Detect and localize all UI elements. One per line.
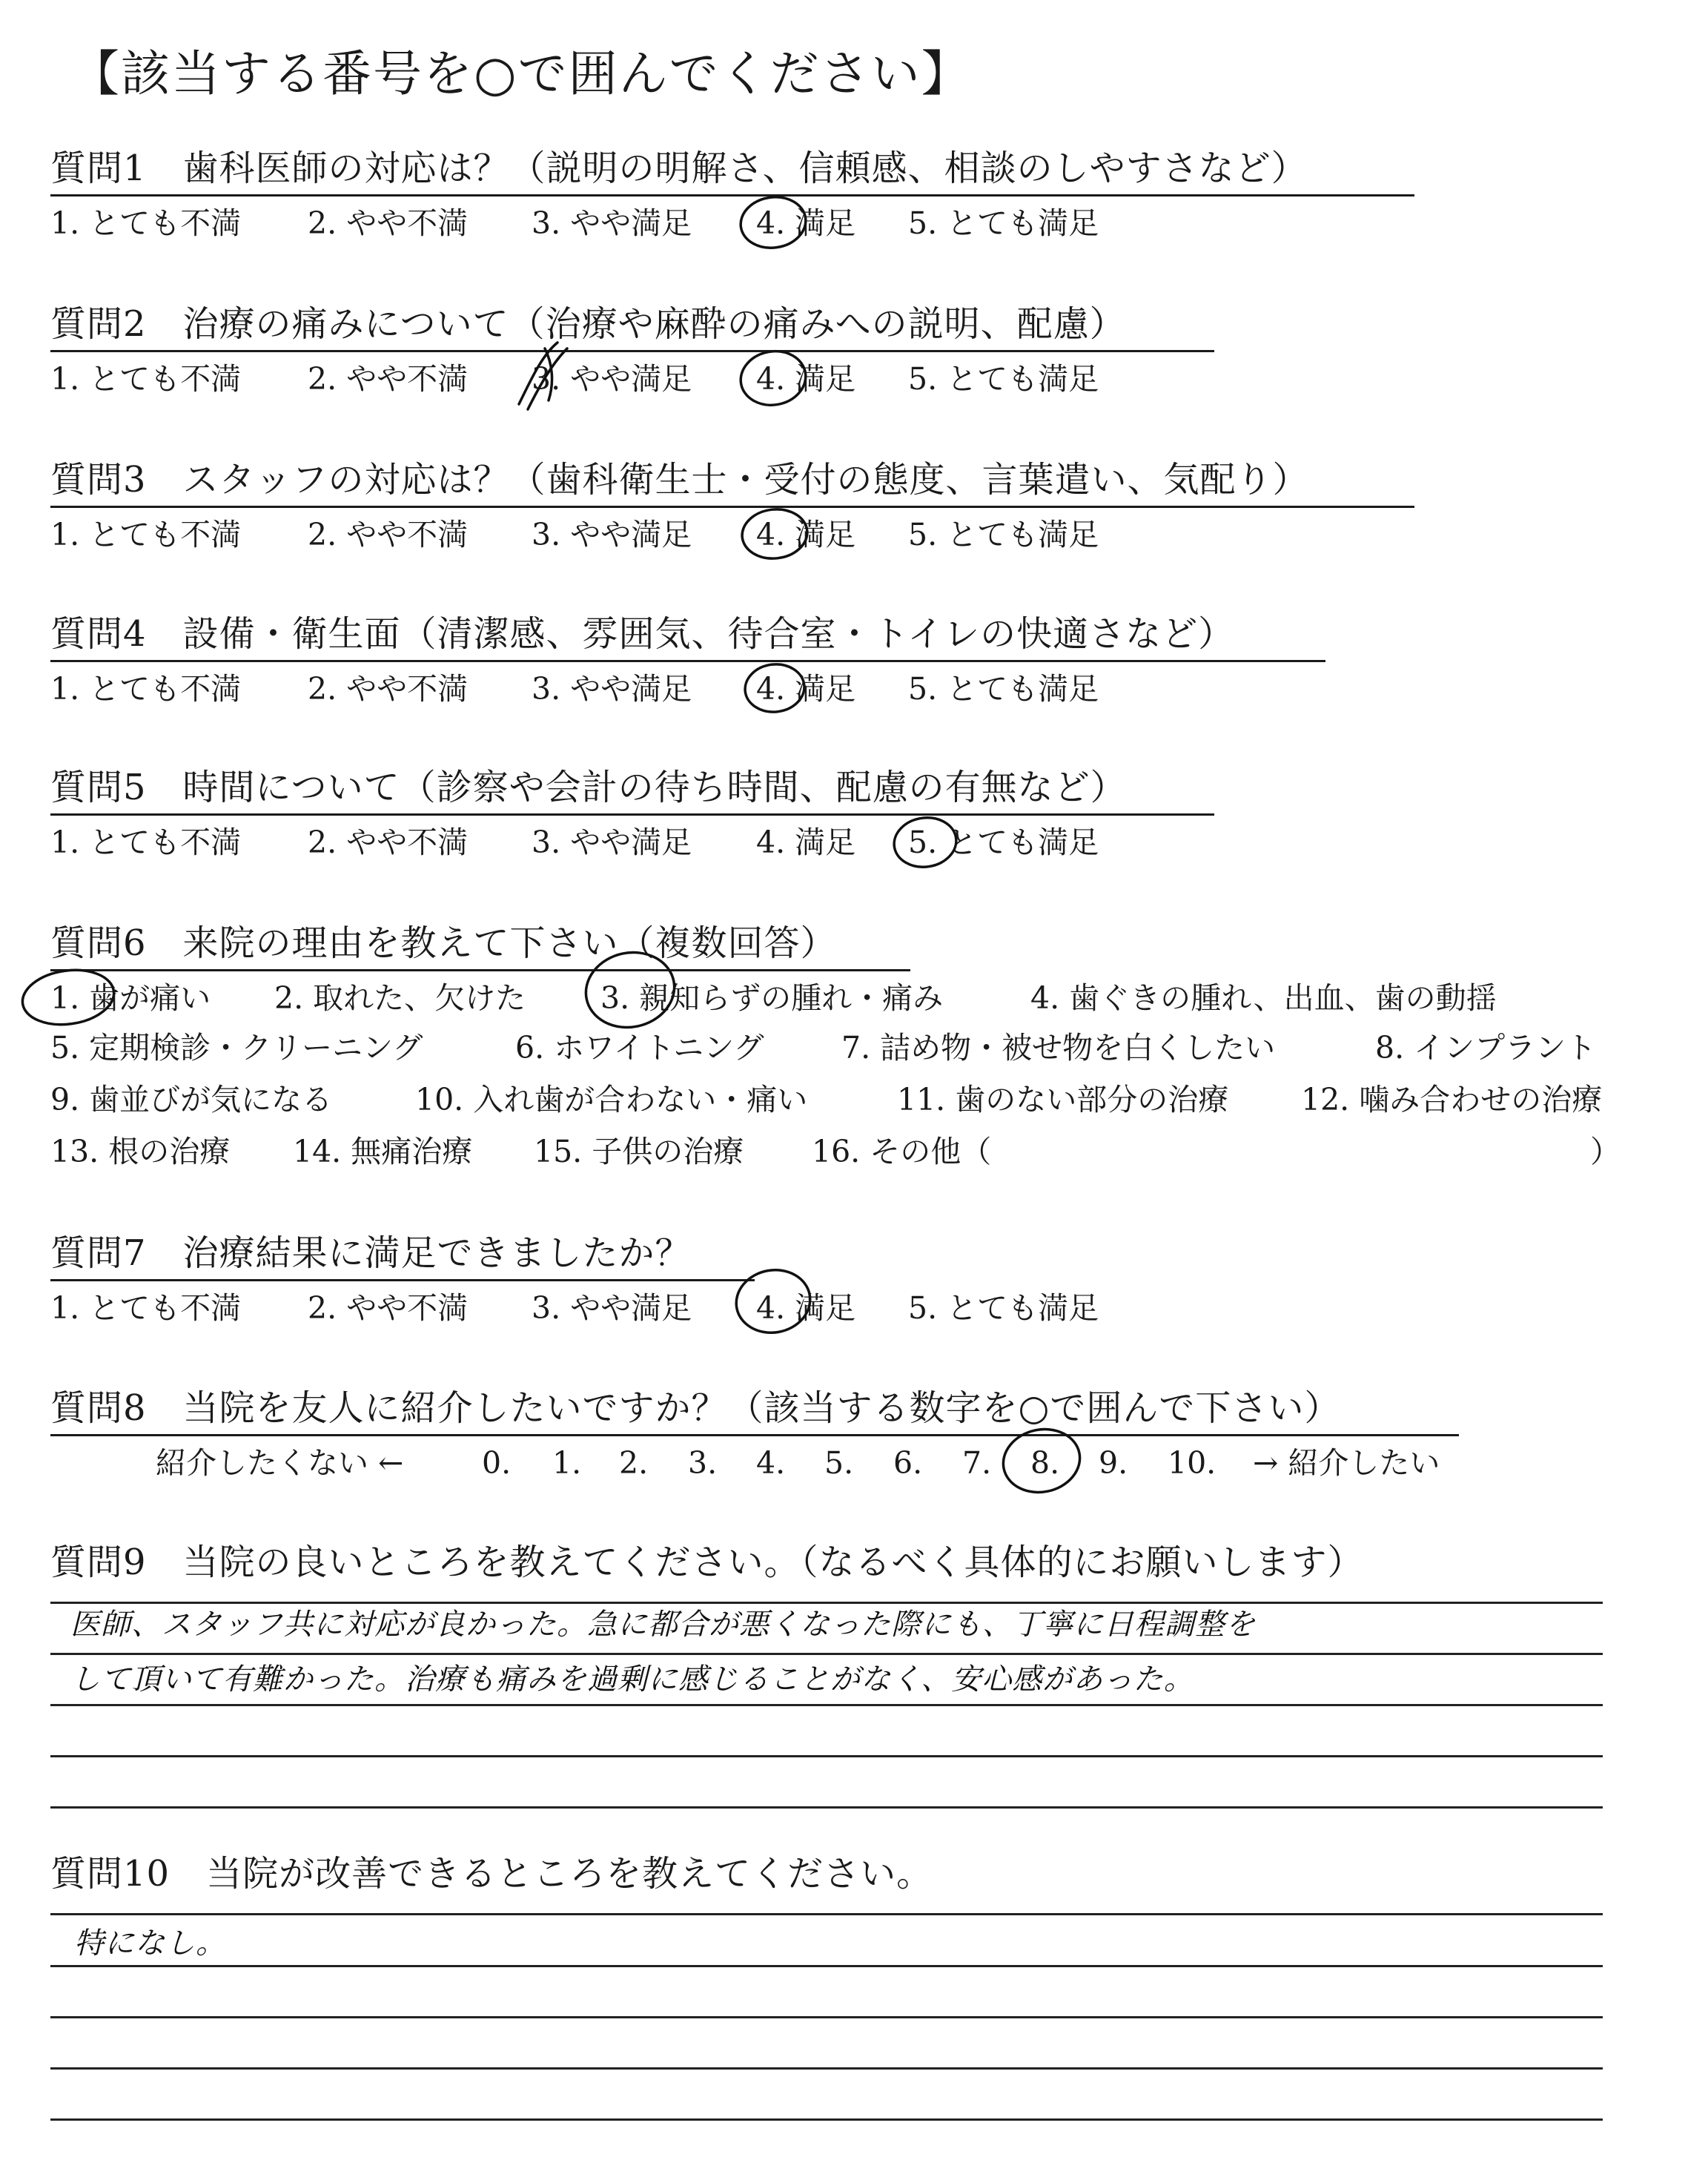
scale-8[interactable]: 8. [1030,1445,1060,1481]
question-5-label: 質問5 時間について（診察や会計の待ち時間、配慮の有無など） [50,767,1127,808]
question-5-underline [50,813,1214,816]
option-2[interactable]: 2. やや不満 [308,361,469,397]
option-2[interactable]: 2. やや不満 [308,1290,469,1326]
answer-line [50,2118,1603,2121]
reason-16[interactable]: 16. その他（ [812,1134,992,1169]
question-1-options [0,202,1708,244]
option-5[interactable]: 5. とても満足 [908,361,1099,397]
question-10-label: 質問10 当院が改善できるところを教えてください。 [50,1853,933,1895]
reason-5[interactable]: 5. 定期検診・クリーニング [50,1030,423,1066]
option-5[interactable]: 5. とても満足 [908,671,1099,707]
option-2[interactable]: 2. やや不満 [308,671,469,707]
option-4[interactable]: 4. 満足 [756,361,856,397]
scale-6[interactable]: 6. [893,1445,923,1481]
option-1[interactable]: 1. とても不満 [50,1290,242,1326]
option-3[interactable]: 3. やや満足 [532,205,692,241]
scale-7[interactable]: 7. [962,1445,992,1481]
scale-9[interactable]: 9. [1099,1445,1128,1481]
reason-12[interactable]: 12. 噛み合わせの治療 [1301,1082,1603,1117]
option-5[interactable]: 5. とても満足 [908,1290,1099,1326]
scale-0[interactable]: 0. [482,1445,512,1481]
option-1[interactable]: 1. とても不満 [50,825,242,860]
answer-line [50,1704,1603,1706]
option-4[interactable]: 4. 満足 [756,825,856,860]
scale-4[interactable]: 4. [756,1445,786,1481]
option-3[interactable]: 3. やや満足 [532,671,692,707]
option-3[interactable]: 3. やや満足 [532,517,692,552]
option-2[interactable]: 2. やや不満 [308,517,469,552]
option-1[interactable]: 1. とても不満 [50,361,242,397]
question-9-label: 質問9 当院の良いところを教えてください。（なるべく具体的にお願いします） [50,1542,1364,1583]
scale-1[interactable]: 1. [552,1445,582,1481]
scale-2[interactable]: 2. [619,1445,649,1481]
page-title: 【該当する番号を○で囲んでください】 [70,45,972,102]
reason-6[interactable]: 6. ホワイトニング [515,1030,764,1066]
reason-13[interactable]: 13. 根の治療 [50,1134,231,1169]
question-6-row-1 [0,977,1708,1019]
question-8-scale [0,1442,1708,1484]
question-5-options [0,822,1708,863]
option-1[interactable]: 1. とても不満 [50,671,242,707]
option-4[interactable]: 4. 満足 [756,1290,856,1326]
question-8-label: 質問8 当院を友人に紹介したいですか？（該当する数字を○で囲んで下さい） [50,1387,1341,1429]
question-7-underline [50,1279,755,1281]
option-4[interactable]: 4. 満足 [756,671,856,707]
question-2-label: 質問2 治療の痛みについて（治療や麻酔の痛みへの説明、配慮） [50,303,1126,345]
question-6-row-3 [0,1079,1708,1120]
option-4[interactable]: 4. 満足 [756,517,856,552]
question-3-label: 質問3 スタッフの対応は？（歯科衛生士・受付の態度、言葉遣い、気配り） [50,459,1309,501]
reason-3[interactable]: 3. 親知らずの腫れ・痛み [600,980,944,1016]
reason-1[interactable]: 1. 歯が痛い [50,980,211,1016]
scale-3[interactable]: 3. [688,1445,718,1481]
question-6-label: 質問6 来院の理由を教えて下さい（複数回答） [50,922,837,964]
option-4[interactable]: 4. 満足 [756,205,856,241]
reason-15[interactable]: 15. 子供の治療 [534,1134,744,1169]
answer-line [50,1965,1603,1967]
option-5[interactable]: 5. とても満足 [908,825,1099,860]
option-3[interactable]: 3. やや満足 [532,825,692,860]
option-1[interactable]: 1. とても不満 [50,205,242,241]
question-10-answer-line-1[interactable]: 特になし。 [74,1926,226,1961]
option-3[interactable]: 3. やや満足 [532,361,692,397]
answer-line [50,1653,1603,1655]
reason-11[interactable]: 11. 歯のない部分の治療 [897,1082,1229,1117]
question-3-options [0,514,1708,555]
reason-10[interactable]: 10. 入れ歯が合わない・痛い [415,1082,808,1117]
question-8-underline [50,1434,1459,1436]
question-7-label: 質問7 治療結果に満足できましたか？ [50,1232,692,1274]
question-6-row-2 [0,1027,1708,1069]
answer-line [50,1755,1603,1757]
question-2-underline [50,350,1214,352]
question-6-row-4 [0,1131,1708,1172]
scale-right-label: → 紹介したい [1253,1445,1440,1481]
question-1-label: 質問1 歯科医師の対応は？（説明の明解さ、信頼感、相談のしやすさなど） [50,148,1308,189]
option-5[interactable]: 5. とても満足 [908,205,1099,241]
reason-4[interactable]: 4. 歯ぐきの腫れ、出血、歯の動揺 [1030,980,1497,1016]
question-6-underline [50,969,910,971]
question-2-options [0,358,1708,400]
option-3[interactable]: 3. やや満足 [532,1290,692,1326]
scale-5[interactable]: 5. [824,1445,854,1481]
option-2[interactable]: 2. やや不満 [308,825,469,860]
question-4-underline [50,660,1325,662]
answer-line [50,1602,1603,1604]
question-1-underline [50,194,1414,196]
question-4-options [0,668,1708,710]
question-7-options [0,1287,1708,1329]
reason-2[interactable]: 2. 取れた、欠けた [274,980,526,1016]
other-close-paren: ） [1590,1134,1621,1169]
answer-line [50,2067,1603,2070]
option-1[interactable]: 1. とても不満 [50,517,242,552]
reason-14[interactable]: 14. 無痛治療 [293,1134,473,1169]
option-5[interactable]: 5. とても満足 [908,517,1099,552]
question-3-underline [50,506,1414,508]
scale-10[interactable]: 10. [1168,1445,1217,1481]
scale-left-label: 紹介したくない ← [156,1445,404,1481]
reason-9[interactable]: 9. 歯並びが気になる [50,1082,333,1117]
option-2[interactable]: 2. やや不満 [308,205,469,241]
reason-7[interactable]: 7. 詰め物・被せ物を白くしたい [841,1030,1276,1066]
answer-line [50,2016,1603,2018]
question-4-label: 質問4 設備・衛生面（清潔感、雰囲気、待合室・トイレの快適さなど） [50,613,1235,655]
question-9-answer-line-1[interactable]: 医師、スタッフ共に対応が良かった。急に都合が悪くなった際にも、丁寧に日程調整を [70,1608,1256,1642]
reason-8[interactable]: 8. インプラント [1375,1030,1597,1066]
answer-line [50,1806,1603,1809]
answer-line [50,1913,1603,1915]
question-9-answer-line-2[interactable]: して頂いて有難かった。治療も痛みを過剰に感じることがなく、安心感があった。 [70,1662,1194,1697]
